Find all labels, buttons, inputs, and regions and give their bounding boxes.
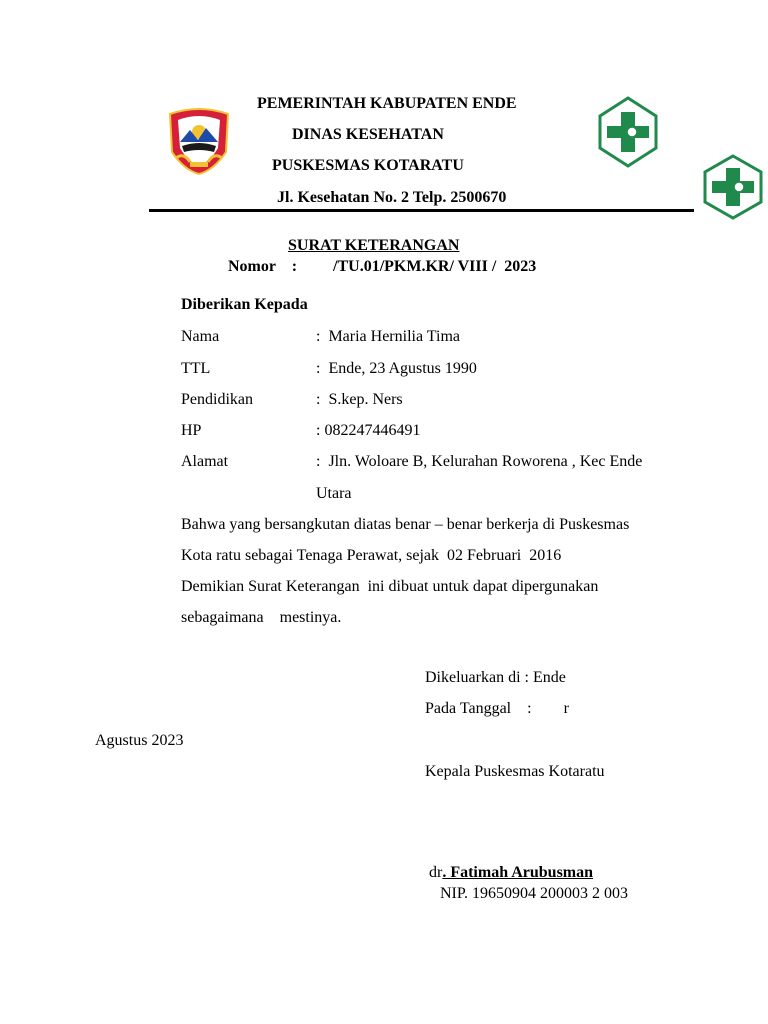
signatory-name	[429, 864, 593, 882]
field-label-education: Pendidikan	[181, 391, 253, 408]
issued-at: Dikeluarkan di : Ende	[425, 669, 566, 686]
header-divider	[149, 209, 694, 212]
given-to-heading: Diberikan Kepada	[181, 296, 308, 313]
regency-emblem-icon	[164, 106, 234, 176]
letter-title: SURAT KETERANGAN	[288, 237, 460, 254]
signatory-name-prefix: dr	[429, 864, 443, 881]
issued-date-cont: Agustus 2023	[95, 732, 184, 749]
body-line-1: Bahwa yang bersangkutan diatas benar – benar berkerja di Puskesmas	[181, 516, 630, 533]
puskesmas-cross-icon-secondary	[703, 154, 763, 220]
header-government: PEMERINTAH KABUPATEN ENDE	[257, 95, 517, 112]
field-label-ttl: TTL	[181, 360, 211, 377]
field-label-address: Alamat	[181, 453, 229, 470]
signatory-position: Kepala Puskesmas Kotaratu	[425, 763, 605, 780]
field-label-name: Nama	[181, 328, 220, 345]
signatory-nip: NIP. 19650904 200003 2 003	[440, 885, 629, 902]
body-line-3: Demikian Surat Keterangan ini dibuat untuk dapat dipergunakan	[181, 578, 599, 595]
header-puskesmas: PUSKESMAS KOTARATU	[272, 157, 464, 174]
body-line-4: sebagaimana mestinya.	[181, 609, 342, 626]
header-department: DINAS KESEHATAN	[292, 126, 444, 143]
letter-number: Nomor : /TU.01/PKM.KR/ VIII / 2023	[228, 258, 537, 275]
field-value-name: : Maria Hernilia Tima	[316, 328, 460, 345]
field-value-phone: : 082247446491	[316, 422, 421, 439]
puskesmas-cross-icon	[598, 96, 658, 168]
header-address: Jl. Kesehatan No. 2 Telp. 2500670	[277, 189, 507, 206]
signatory-name-main: . Fatimah Arubusman	[442, 864, 594, 881]
field-value-address-cont: Utara	[316, 485, 352, 502]
body-line-2: Kota ratu sebagai Tenaga Perawat, sejak 02 Februari 2016	[181, 547, 562, 564]
issued-date-label: Pada Tanggal : r	[425, 700, 569, 717]
field-value-address: : Jln. Woloare B, Kelurahan Roworena , Kec Ende	[316, 453, 643, 470]
field-value-ttl: : Ende, 23 Agustus 1990	[316, 360, 477, 377]
field-value-education: : S.kep. Ners	[316, 391, 403, 408]
field-label-phone: HP	[181, 422, 202, 439]
